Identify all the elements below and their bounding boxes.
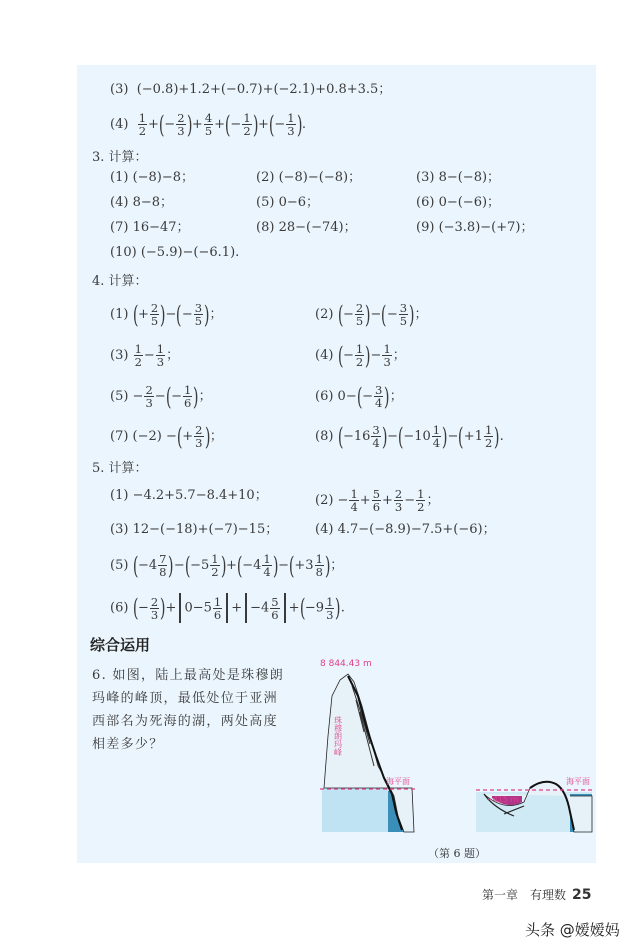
problem3-item: (3) 8−(−8)； <box>416 170 501 185</box>
chapter-title: 第一章 有理数 <box>482 888 567 902</box>
problem3-item: (10) (−5.9)−(−6.1). <box>110 245 240 260</box>
svg-text:海平面: 海平面 <box>386 777 410 786</box>
problem5-item: (2) − $\frac{1}{4}$ + $\frac{5}{6}$ + $\frac{2}{3}$ − $\frac{1}{2}$ ； <box>315 487 440 514</box>
problem3-item: (4) 8−8； <box>110 195 173 210</box>
problem3-item: (7) 16−47； <box>110 220 190 235</box>
problem3-item: (2) (−8)−(−8)； <box>256 170 362 185</box>
fraction: $\frac{1}{2}$ <box>138 111 147 138</box>
problem4-item: (6) 0−(− $\frac{3}{4}$ )； <box>315 382 403 411</box>
problem5-item: (4) 4.7−(−8.9)−7.5+(−6)； <box>315 522 496 537</box>
problem3-item: (1) (−8)−8； <box>110 170 195 185</box>
svg-text:−415 m: −415 m <box>486 795 519 804</box>
item-number: (3) <box>110 82 129 97</box>
problem5-item: (3) 12−(−18)+(−7)−15； <box>110 522 279 537</box>
problem5-heading: 5. 计算： <box>92 461 148 476</box>
problem4-item: (3) $\frac{1}{2}$ − $\frac{1}{3}$ ； <box>110 342 180 369</box>
watermark: 头条 @嫒嫒妈 <box>525 921 620 939</box>
problem5-item: (6) (− $\frac{2}{3}$ )+ 0−5 $\frac{1}{6}$ + −4 $\frac{5}{6}$ +(−9 $\frac{1}{3}$ ). <box>110 594 345 622</box>
problem4-item: (7) (−2) −(+ $\frac{2}{3}$ )； <box>110 422 223 451</box>
problem4-item: (8) (−16 $\frac{3}{4}$ )−(−10 $\frac{1}{4}$ )−(+1 $\frac{1}{2}$ ). <box>315 422 504 451</box>
section-title: 综合运用 <box>90 636 151 654</box>
svg-text:海平面: 海平面 <box>566 777 590 786</box>
problem4-item: (1) (+ $\frac{2}{5}$ )−(− $\frac{3}{5}$ )； <box>110 300 223 329</box>
everest-illustration <box>318 656 418 834</box>
problem3-heading: 3. 计算： <box>92 150 148 165</box>
page-footer <box>482 886 592 903</box>
figure-caption: （第 6 题） <box>428 847 486 860</box>
page-number: 25 <box>572 887 592 903</box>
problem5-item: (1) −4.2+5.7−8.4+10； <box>110 488 268 503</box>
problem3-item: (8) 28−(−74)； <box>256 220 357 235</box>
item-expression: (−0.8)+1.2+(−0.7)+(−2.1)+0.8+3.5； <box>136 82 392 97</box>
problem4-item: (2) (− $\frac{2}{5}$ )−(− $\frac{3}{5}$ )； <box>315 300 428 329</box>
problem5-item: (5) (−4 $\frac{7}{8}$ )−(−5 $\frac{1}{2}$ )+(−4 $\frac{1}{4}$ )−(+3 $\frac{1}{8}$ )； <box>110 551 344 580</box>
problem2-item4: (4) $\frac{1}{2}$ +(− $\frac{2}{3}$ )+ $\frac{4}{5}$ +(− $\frac{1}{2}$ )+(− $\frac{1}{3}$ ). <box>110 110 307 139</box>
problem2-item3 <box>110 82 391 98</box>
problem3-item: (5) 0−6； <box>256 195 319 210</box>
svg-text:珠穆朗玛峰: 珠穆朗玛峰 <box>333 716 343 756</box>
problem3-item: (6) 0−(−6)； <box>416 195 501 210</box>
problem3-item: (9) (−3.8)−(+7)； <box>416 220 534 235</box>
problem4-item: (5) − $\frac{2}{3}$ −(− $\frac{1}{6}$ )； <box>110 382 212 411</box>
problem4-heading: 4. 计算： <box>92 274 148 289</box>
item-number: (4) <box>110 117 129 132</box>
dead-sea-illustration <box>474 772 594 834</box>
problem4-item: (4) (− $\frac{1}{2}$ )− $\frac{1}{3}$ ； <box>315 341 406 370</box>
problem6-text: 6. 如图，陆上最高处是珠穆朗玛峰的峰顶，最低处位于亚洲西部名为死海的湖，两处高度相差多少？ <box>92 668 285 752</box>
svg-text:8 844.43 m: 8 844.43 m <box>320 659 372 669</box>
